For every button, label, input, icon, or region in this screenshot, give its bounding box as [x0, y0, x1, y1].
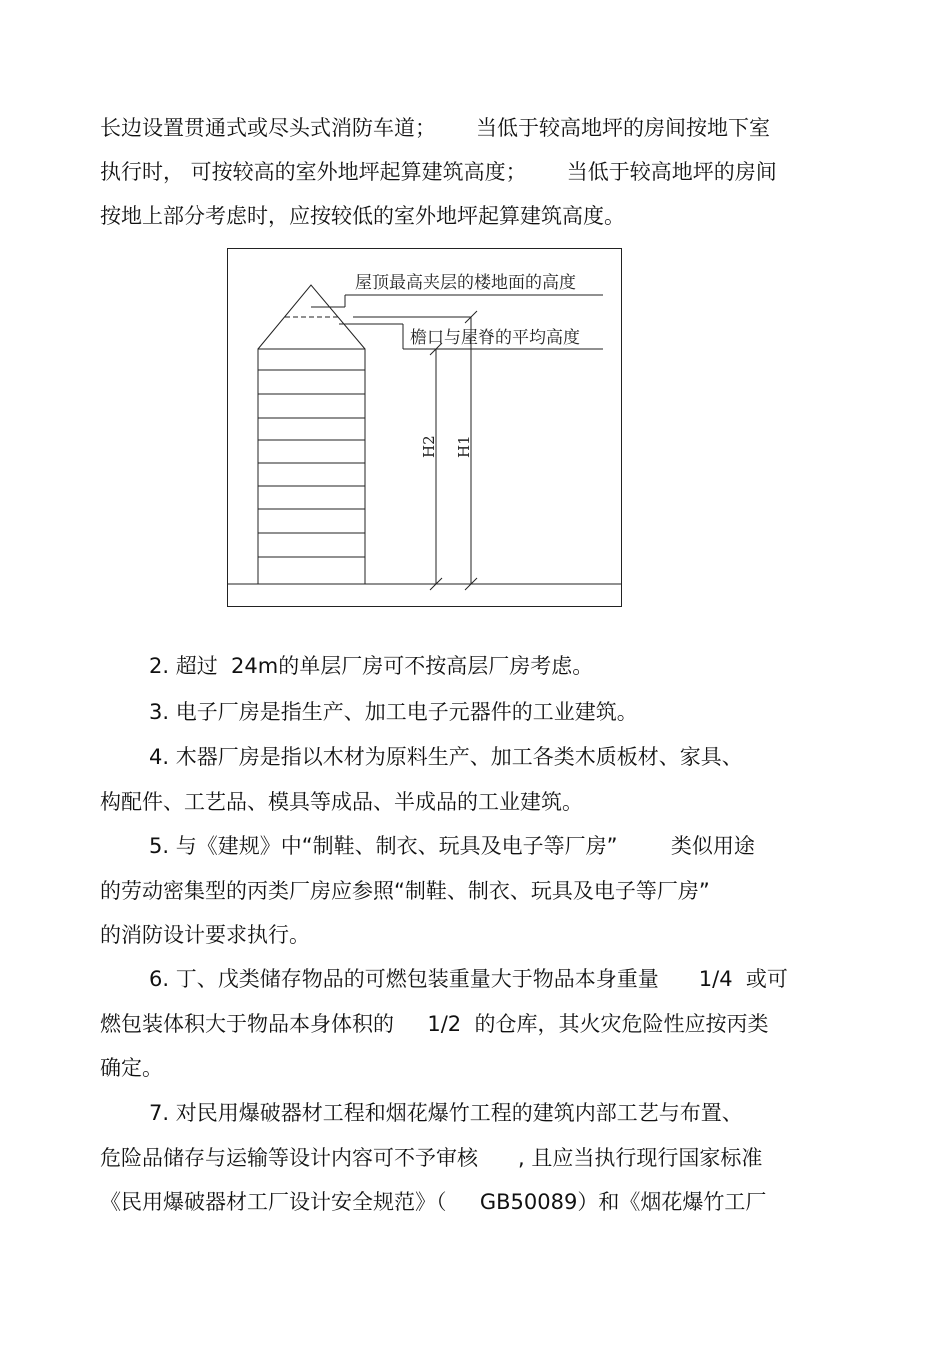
item-4-line-1: 4. 木器厂房是指以木材为原料生产、加工各类木质板材、家具、	[149, 745, 743, 769]
paragraph-line-1: 长边设置贯通式或尽头式消防车道； 当低于较高地坪的房间按地下室	[100, 116, 771, 140]
item-6-line-3: 确定。	[100, 1056, 163, 1080]
item-5-line-2: 的劳动密集型的丙类厂房应参照“制鞋、制衣、玩具及电子等厂房”	[100, 879, 710, 903]
item-6-line-2: 燃包装体积大于物品本身体积的 1/2 的仓库，其火灾危险性应按丙类	[100, 1012, 769, 1036]
item-5-line-3: 的消防设计要求执行。	[100, 923, 310, 947]
item-5-line-1: 5. 与《建规》中“制鞋、制衣、玩具及电子等厂房” 类似用途	[149, 834, 755, 858]
item-3: 3. 电子厂房是指生产、加工电子元器件的工业建筑。	[149, 700, 638, 724]
figure-frame	[228, 249, 622, 607]
building-body	[258, 349, 365, 584]
paragraph-line-2: 执行时， 可按较高的室外地坪起算建筑高度； 当低于较高地坪的房间	[100, 160, 777, 184]
item-7-line-2: 危险品储存与运输等设计内容可不予审核 , 且应当执行现行国家标准	[100, 1146, 763, 1170]
building-height-figure	[227, 248, 623, 612]
label-eave-ridge: 檐口与屋脊的平均高度	[410, 328, 580, 348]
dim-label-h2: H2	[420, 435, 438, 458]
label-mezzanine: 屋顶最高夹层的楼地面的高度	[355, 273, 576, 293]
item-2: 2. 超过 24m的单层厂房可不按高层厂房考虑。	[149, 654, 594, 678]
item-4-line-2: 构配件、工艺品、模具等成品、半成品的工业建筑。	[100, 790, 583, 814]
item-7-line-1: 7. 对民用爆破器材工程和烟花爆竹工程的建筑内部工艺与布置、	[149, 1101, 743, 1125]
item-7-line-3: 《民用爆破器材工厂设计安全规范》（ GB50089）和《烟花爆竹工厂	[100, 1190, 767, 1214]
paragraph-line-3: 按地上部分考虑时，应按较低的室外地坪起算建筑高度。	[100, 204, 625, 228]
floor-lines	[258, 370, 365, 557]
dim-label-h1: H1	[455, 435, 473, 458]
item-6-line-1: 6. 丁、戊类储存物品的可燃包装重量大于物品本身重量 1/4 或可	[149, 967, 788, 991]
